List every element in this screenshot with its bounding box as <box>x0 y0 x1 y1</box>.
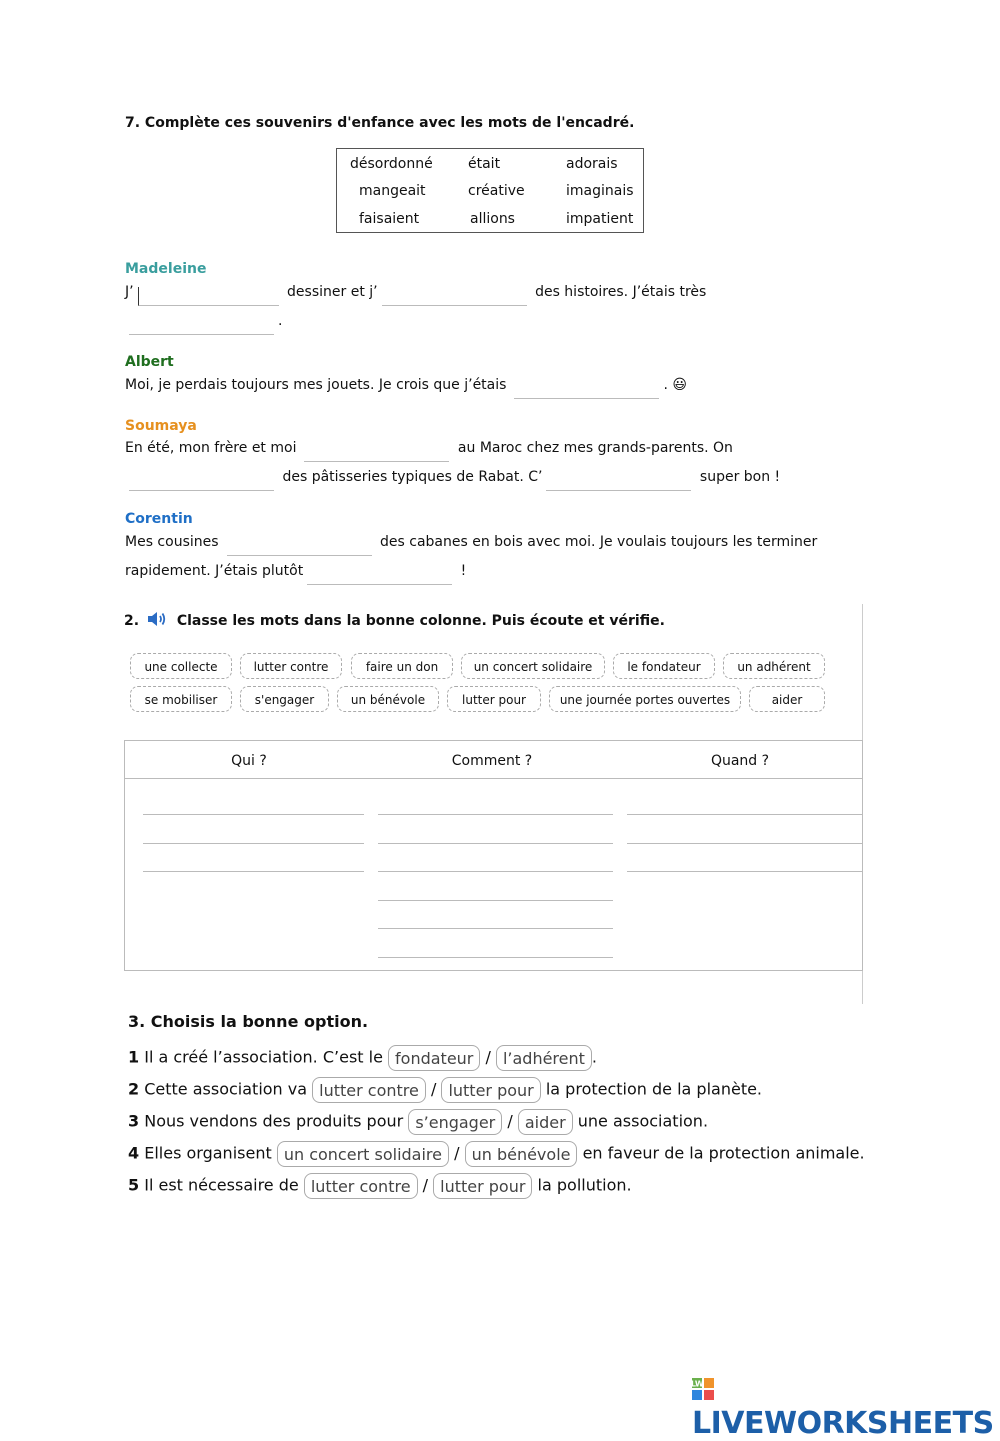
col-header-quand: Quand ? <box>710 753 770 769</box>
option-button[interactable]: s’engager <box>408 1109 502 1135</box>
drop-slot[interactable] <box>627 814 862 815</box>
text: super bon ! <box>699 469 781 485</box>
ex3-item-1 <box>128 1045 597 1071</box>
word-chip[interactable]: une collecte <box>130 653 232 679</box>
table-header-divider <box>124 778 863 779</box>
text: la protection de la planète. <box>545 1079 763 1099</box>
ex2-title-text: Classe les mots dans la bonne colonne. Puis écoute et vérifie. <box>176 613 665 629</box>
text: une association. <box>577 1111 709 1131</box>
text: rapidement. J’étais plutôt <box>125 563 304 579</box>
separator: / <box>454 1143 460 1163</box>
word: créative <box>468 183 525 200</box>
text: dessiner et j’ <box>287 284 378 300</box>
ex3-item-4 <box>128 1141 865 1167</box>
separator: / <box>430 1079 437 1099</box>
option-button[interactable]: lutter contre <box>304 1173 418 1199</box>
text: . <box>591 1047 598 1067</box>
drop-slot[interactable] <box>378 871 613 872</box>
option-button[interactable]: lutter pour <box>441 1077 540 1103</box>
speaker-icon[interactable] <box>146 610 168 632</box>
svg-text:LW: LW <box>692 1379 704 1389</box>
text: . <box>278 313 283 329</box>
word-chip[interactable]: se mobiliser <box>130 686 232 712</box>
soumaya-blank-1[interactable] <box>304 443 449 462</box>
drop-slot[interactable] <box>143 871 364 872</box>
option-button[interactable]: l’adhérent <box>496 1045 592 1071</box>
corentin-blank-1[interactable] <box>227 537 372 556</box>
soumaya-blank-3[interactable] <box>546 472 691 491</box>
word: imaginais <box>566 183 634 200</box>
madeleine-name: Madeleine <box>125 261 207 277</box>
drop-slot[interactable] <box>378 900 613 901</box>
text: Il est nécessaire de <box>144 1175 299 1195</box>
text: en faveur de la protection animale. <box>582 1143 865 1163</box>
item-number: 5 <box>128 1175 140 1195</box>
text: . 😃 <box>663 377 687 393</box>
word: faisaient <box>359 210 420 227</box>
word-chip[interactable]: un concert solidaire <box>461 653 605 679</box>
separator: / <box>507 1111 513 1131</box>
col-header-qui: Qui ? <box>231 753 267 769</box>
item-number: 2 <box>128 1079 140 1099</box>
ex2-number: 2. <box>124 613 140 629</box>
word: impatient <box>566 210 634 227</box>
word-chip[interactable]: s'engager <box>240 686 329 712</box>
text: ! <box>460 563 467 579</box>
item-number: 4 <box>128 1143 140 1163</box>
ex7-title: 7. Complète ces souvenirs d'enfance avec les mots de l'encadré. <box>125 115 635 131</box>
option-button[interactable]: lutter contre <box>312 1077 426 1103</box>
corentin-line-1 <box>125 534 817 556</box>
text: En été, mon frère et moi <box>125 440 297 456</box>
ex2-title <box>124 610 665 632</box>
soumaya-line-2 <box>125 469 780 491</box>
option-button[interactable]: lutter pour <box>433 1173 532 1199</box>
text: des pâtisseries typiques de Rabat. C’ <box>282 469 543 485</box>
text: J’ <box>125 284 134 300</box>
word-chip[interactable]: faire un don <box>351 653 453 679</box>
albert-blank-1[interactable] <box>514 380 659 399</box>
option-button[interactable]: fondateur <box>388 1045 480 1071</box>
corentin-name: Corentin <box>125 511 193 527</box>
word: adorais <box>566 155 618 172</box>
option-button[interactable]: un concert solidaire <box>277 1141 449 1167</box>
text: des histoires. J’étais très <box>535 284 707 300</box>
soumaya-name: Soumaya <box>125 418 197 434</box>
soumaya-blank-2[interactable] <box>129 472 274 491</box>
ex3-item-5 <box>128 1173 632 1199</box>
madeleine-line-1 <box>125 284 706 306</box>
option-button[interactable]: un bénévole <box>465 1141 578 1167</box>
ex3-item-2 <box>128 1077 762 1103</box>
item-number: 1 <box>128 1047 140 1067</box>
item-number: 3 <box>128 1111 140 1131</box>
liveworksheets-logo <box>692 1371 1000 1441</box>
word-chip[interactable]: une journée portes ouvertes <box>549 686 741 712</box>
text: Elles organisent <box>144 1143 272 1163</box>
logo-mark-icon <box>692 1373 714 1395</box>
corentin-blank-2[interactable] <box>307 566 452 585</box>
madeleine-blank-3[interactable] <box>129 316 274 335</box>
word: désordonné <box>350 155 433 172</box>
text: Cette association va <box>144 1079 308 1099</box>
word: allions <box>470 210 515 227</box>
word-chip[interactable]: aider <box>749 686 825 712</box>
classification-table <box>124 740 863 971</box>
ex3-item-3 <box>128 1109 708 1135</box>
col-header-comment: Comment ? <box>451 753 533 769</box>
text: la pollution. <box>537 1175 632 1195</box>
madeleine-line-2 <box>125 313 282 335</box>
text: Moi, je perdais toujours mes jouets. Je crois que j’étais <box>125 377 507 393</box>
text: au Maroc chez mes grands-parents. On <box>457 440 733 456</box>
text: Il a créé l’association. C’est le <box>144 1047 383 1067</box>
drop-slot[interactable] <box>143 843 364 844</box>
drop-slot[interactable] <box>143 814 364 815</box>
option-button[interactable]: aider <box>518 1109 573 1135</box>
word-box <box>336 148 644 233</box>
separator: / <box>485 1047 491 1067</box>
madeleine-blank-2[interactable] <box>382 287 527 306</box>
drop-slot[interactable] <box>378 928 613 929</box>
drop-slot[interactable] <box>378 814 613 815</box>
text: des cabanes en bois avec moi. Je voulais toujours les terminer <box>380 534 818 550</box>
text: Mes cousines <box>125 534 219 550</box>
drop-slot[interactable] <box>627 843 862 844</box>
word-chip[interactable]: un adhérent <box>723 653 825 679</box>
word-chip[interactable]: lutter contre <box>240 653 342 679</box>
word-chip[interactable]: le fondateur <box>613 653 715 679</box>
soumaya-line-1 <box>125 440 733 462</box>
madeleine-blank-1[interactable] <box>138 287 279 306</box>
albert-line-1 <box>125 377 687 399</box>
logo-text: LIVEWORKSHEETS <box>692 1406 994 1441</box>
drop-slot[interactable] <box>378 843 613 844</box>
text: Nous vendons des produits pour <box>144 1111 404 1131</box>
word-chip[interactable]: lutter pour <box>447 686 541 712</box>
corentin-line-2 <box>125 563 466 585</box>
drop-slot[interactable] <box>627 871 862 872</box>
word-chip[interactable]: un bénévole <box>337 686 439 712</box>
drop-slot[interactable] <box>378 957 613 958</box>
albert-name: Albert <box>125 354 174 370</box>
ex3-title: 3. Choisis la bonne option. <box>128 1012 369 1031</box>
word: mangeait <box>359 183 426 200</box>
separator: / <box>422 1175 429 1195</box>
word: était <box>468 155 501 172</box>
